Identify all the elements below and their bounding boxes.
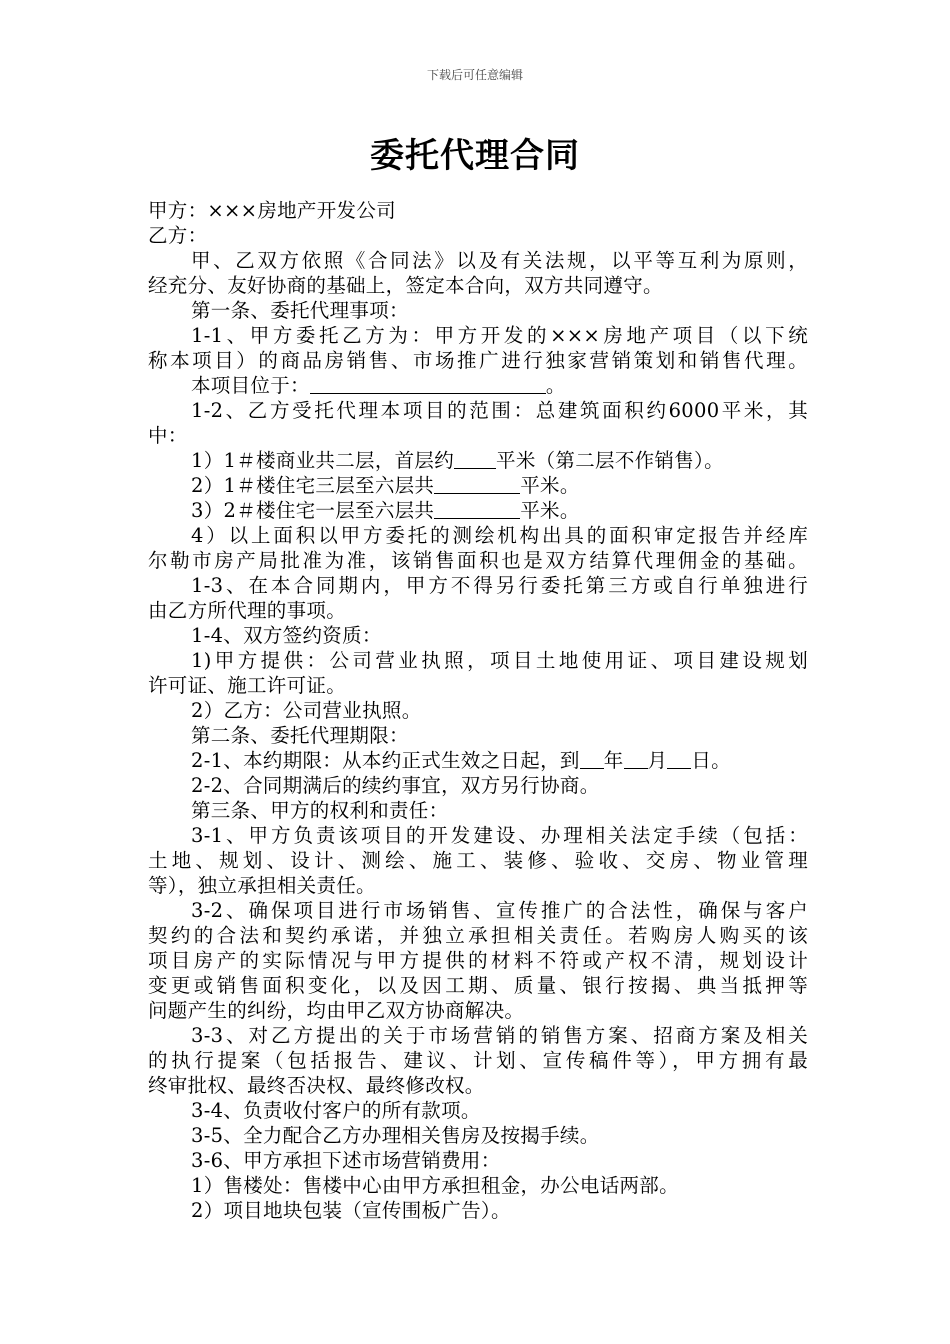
- text-segment: 。: [545, 374, 566, 397]
- paragraph-line: 等），独立承担相关责任。: [148, 874, 376, 897]
- text-segment: 本项目位于：: [191, 374, 310, 397]
- paragraph-line: [148, 473, 808, 498]
- text-segment: 平米（第二层不作销售）。: [496, 449, 724, 472]
- text-segment: 1）1＃楼商业共二层，首层约: [191, 449, 455, 472]
- paragraph-line: 3-6、甲方承担下述市场营销费用：: [191, 1149, 501, 1172]
- party-b-line: 乙方：: [148, 224, 208, 247]
- article-heading: 第一条、委托代理事项：: [191, 299, 409, 322]
- text-segment: 3）2＃楼住宅一层至六层共: [191, 499, 435, 522]
- paragraph-line: 1-4、双方签约资质：: [191, 624, 382, 647]
- paragraph-line: 尔勒市房产局批准为准，该销售面积也是双方结算代理佣金的基础。: [148, 549, 808, 572]
- paragraph-line: 4）以上面积以甲方委托的测绘机构出具的面积审定报告并经库: [191, 524, 808, 547]
- fill-blank: [434, 499, 520, 519]
- fill-blank: [454, 449, 496, 469]
- page-header: 下载后可任意编辑: [426, 68, 523, 82]
- paragraph-line: 3-4、负责收付客户的所有款项。: [191, 1099, 481, 1122]
- paragraph-line: 称本项目）的商品房销售、市场推广进行独家营销策划和销售代理。: [148, 349, 808, 372]
- paragraph-line: 2）项目地块包装（宣传围板广告）。: [191, 1199, 511, 1222]
- paragraph-line: 1-2、乙方受托代理本项目的范围：总建筑面积约6000平米，其: [191, 399, 808, 422]
- paragraph-line: [148, 373, 808, 398]
- fill-blank: [624, 749, 648, 769]
- fill-blank: [310, 374, 546, 394]
- fill-blank: [434, 474, 520, 494]
- paragraph-line: 土地、规划、设计、测绘、施工、装修、验收、交房、物业管理: [148, 849, 808, 872]
- paragraph-line: [148, 748, 808, 773]
- text-segment: 月: [647, 749, 668, 772]
- paragraph-line: [148, 448, 808, 473]
- paragraph-line: 经充分、友好协商的基础上，签定本合向，双方共同遵守。: [148, 274, 663, 297]
- paragraph-line: 3-3、对乙方提出的关于市场营销的销售方案、招商方案及相关: [191, 1024, 808, 1047]
- paragraph-line: 项目房产的实际情况与甲方提供的材料不符或产权不清，规划设计: [148, 949, 808, 972]
- paragraph-line: [148, 498, 808, 523]
- paragraph-line: 许可证、施工许可证。: [148, 674, 347, 697]
- contract-body: [148, 198, 808, 1223]
- paragraph-line: 问题产生的纠纷，均由甲乙双方协商解决。: [148, 999, 525, 1022]
- text-segment: 年: [603, 749, 624, 772]
- fill-blank: [667, 749, 691, 769]
- paragraph-line: 1)甲方提供：公司营业执照，项目土地使用证、项目建设规划: [191, 649, 808, 672]
- article-heading: 第二条、委托代理期限：: [191, 724, 409, 747]
- text-segment: 平米。: [520, 474, 580, 497]
- paragraph-line: 由乙方所代理的事项。: [148, 599, 347, 622]
- text-segment: 2-1、本约期限：从本约正式生效之日起，到: [191, 749, 580, 772]
- text-segment: 2）1＃楼住宅三层至六层共: [191, 474, 435, 497]
- paragraph-line: 契约的合法和契约承诺，并独立承担相关责任。若购房人购买的该: [148, 924, 808, 947]
- paragraph-line: 2）乙方：公司营业执照。: [191, 699, 422, 722]
- paragraph-line: 变更或销售面积变化，以及因工期、质量、银行按揭、典当抵押等: [148, 974, 808, 997]
- text-segment: 日。: [691, 749, 731, 772]
- paragraph-line: 3-1、甲方负责该项目的开发建设、办理相关法定手续（包括：: [191, 824, 808, 847]
- paragraph-line: 中：: [148, 424, 188, 447]
- document-title: 委托代理合同: [370, 136, 580, 176]
- paragraph-line: 的执行提案（包括报告、建议、计划、宣传稿件等），甲方拥有最: [148, 1049, 808, 1072]
- paragraph-line: 3-5、全力配合乙方办理相关售房及按揭手续。: [191, 1124, 600, 1147]
- paragraph-line: 1）售楼处：售楼中心由甲方承担租金，办公电话两部。: [191, 1174, 679, 1197]
- fill-blank: [580, 749, 604, 769]
- paragraph-line: 甲、乙双方依照《合同法》以及有关法规，以平等互利为原则，: [191, 249, 808, 272]
- paragraph-line: 3-2、确保项目进行市场销售、宣传推广的合法性，确保与客户: [191, 899, 808, 922]
- article-heading: 第三条、甲方的权利和责任：: [191, 799, 449, 822]
- paragraph-line: 2-2、合同期满后的续约事宜，双方另行协商。: [191, 774, 600, 797]
- paragraph-line: 1-1、甲方委托乙方为：甲方开发的×××房地产项目（以下统: [191, 324, 808, 347]
- party-a-line: 甲方：×××房地产开发公司: [148, 199, 396, 222]
- paragraph-line: 终审批权、最终否决权、最终修改权。: [148, 1074, 485, 1097]
- paragraph-line: 1-3、在本合同期内，甲方不得另行委托第三方或自行单独进行: [191, 574, 808, 597]
- text-segment: 平米。: [520, 499, 580, 522]
